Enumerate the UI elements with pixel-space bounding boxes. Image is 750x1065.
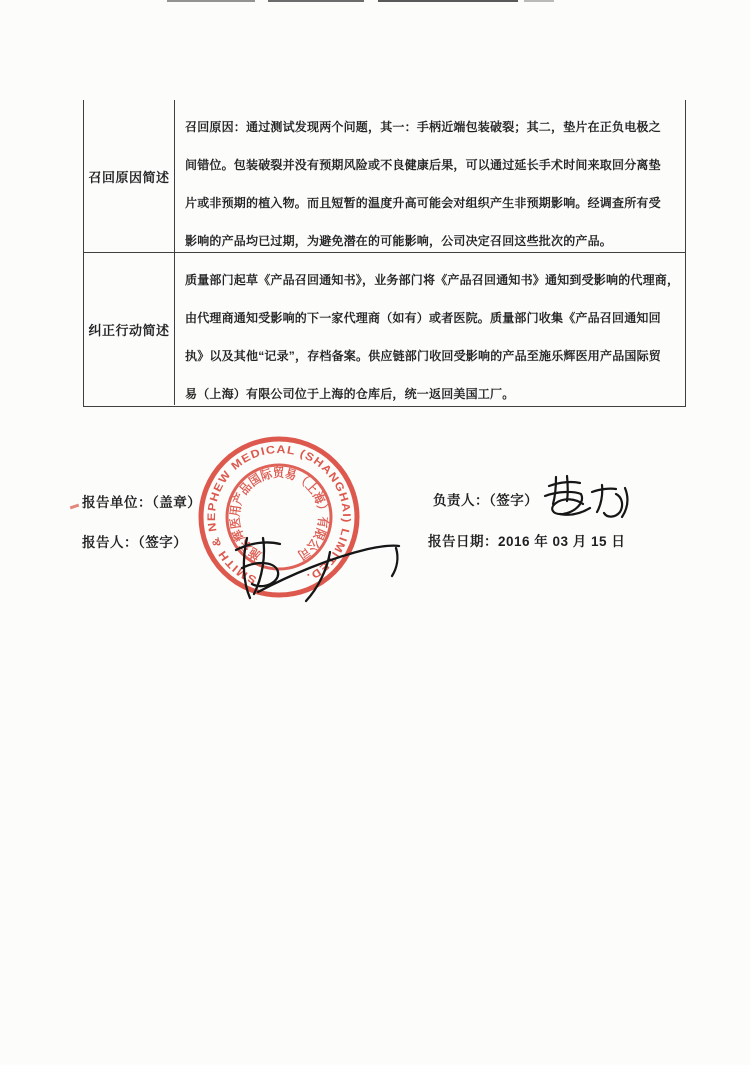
row-label-recall-reason: 召回原因简述 <box>84 100 175 252</box>
scan-edge-artifact <box>524 0 554 2</box>
text-line: 召回原因：通过测试发现两个问题，其一：手柄近端包装破裂；其二，垫片在正负电极之 <box>185 120 661 134</box>
report-unit-label: 报告单位：（盖章） <box>82 495 202 510</box>
text-line: 影响的产品均已过期，为避免潜在的可能影响，公司决定召回这些批次的产品。 <box>185 234 613 248</box>
text-line: 片或非预期的植入物。而且短暂的温度升高可能会对组织产生非预期影响。经调查所有受 <box>185 196 661 210</box>
seal-outer-ring <box>201 439 357 595</box>
row-label-corrective-action: 纠正行动简述 <box>84 253 175 405</box>
responsible-person-label: 负责人：（签字） <box>433 493 539 508</box>
scan-edge-artifact <box>378 0 518 2</box>
scan-edge-artifact <box>268 0 364 2</box>
seal-inner-ring <box>227 465 331 569</box>
report-date-label: 报告日期：2016 年 03 月 15 日 <box>428 534 626 549</box>
scan-edge-artifact <box>167 0 255 2</box>
text-line: 由代理商通知受影响的下一家代理商（如有）或者医院。质量部门收集《产品召回通知回 <box>185 311 661 325</box>
text-line: 执》以及其他“记录”，存档备案。供应链部门收回受影响的产品至施乐辉医用产品国际贸 <box>185 349 662 363</box>
seal-english-text: SMITH & NEPHEW MEDICAL (SHANGHAI) LIMITED. <box>206 443 353 586</box>
seal-chinese-text: 施乐辉医用产品国际贸易（上海）有限公司 <box>227 465 331 563</box>
text-line: 易（上海）有限公司位于上海的仓库后，统一返回美国工厂。 <box>185 387 515 401</box>
seal-graphic <box>198 436 360 598</box>
recall-report-table <box>83 100 686 407</box>
row-content-corrective-action <box>175 253 685 405</box>
reporter-label: 报告人：（签字） <box>82 535 188 550</box>
handwritten-signature-responsible <box>535 462 645 532</box>
table-row-corrective-action <box>84 253 685 405</box>
table-row-recall-reason <box>84 100 685 253</box>
row-content-recall-reason <box>175 100 685 252</box>
company-seal-stamp <box>198 436 360 598</box>
text-line: 质量部门起草《产品召回通知书》，业务部门将《产品召回通知书》通知到受影响的代理商， <box>185 273 680 287</box>
text-line: 间错位。包装破裂并没有预期风险或不良健康后果，可以通过延长手术时间来取回分离垫 <box>185 158 661 172</box>
red-ink-speck <box>70 504 79 510</box>
